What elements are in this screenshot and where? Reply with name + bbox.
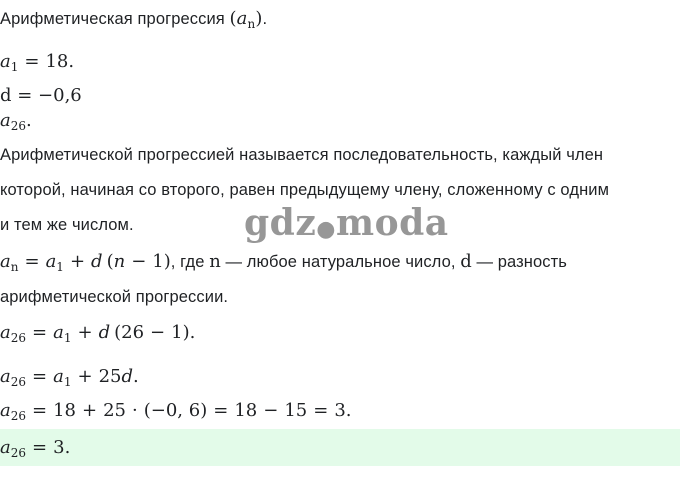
definition-line-1: Арифметической прогрессией называется последовательность, каждый член bbox=[0, 146, 604, 164]
definition-line-3: и тем же числом. bbox=[0, 216, 134, 234]
definition-line-2: которой, начиная со второго, равен предыдущему члену, сложенному с одним bbox=[0, 181, 610, 199]
answer: $a_{26} = 3$. bbox=[0, 437, 71, 460]
general-formula-line-2: арифметической прогрессии. bbox=[0, 288, 229, 306]
title-text: Арифметическая прогрессия bbox=[0, 10, 230, 28]
watermark-logo: gdz●moda bbox=[244, 202, 449, 244]
find-a26: $a_{26}$. bbox=[0, 110, 32, 133]
general-formula: $a_n = a_1 + d$ (n − 1), где n — любое натуральное число, d — разность bbox=[0, 251, 567, 274]
given-a1: $a_1 = 18$. bbox=[0, 51, 75, 74]
title-math: $(a_n)$ bbox=[229, 8, 263, 31]
step-3: $a_{26} = 18 + 25 \cdot (-0$, 6) = 18 − 15 = 3. bbox=[0, 400, 352, 423]
answer-highlight bbox=[0, 429, 680, 466]
step-1: $a_{26} = a_1 + d$ (26 − 1). bbox=[0, 322, 196, 345]
clipped-given-d: d = −0,6 bbox=[0, 85, 82, 106]
problem-title: Арифметическая прогрессия $(a_n)$. bbox=[0, 8, 268, 31]
step-2: $a_{26} = a_1 + 25d$. bbox=[0, 366, 139, 389]
